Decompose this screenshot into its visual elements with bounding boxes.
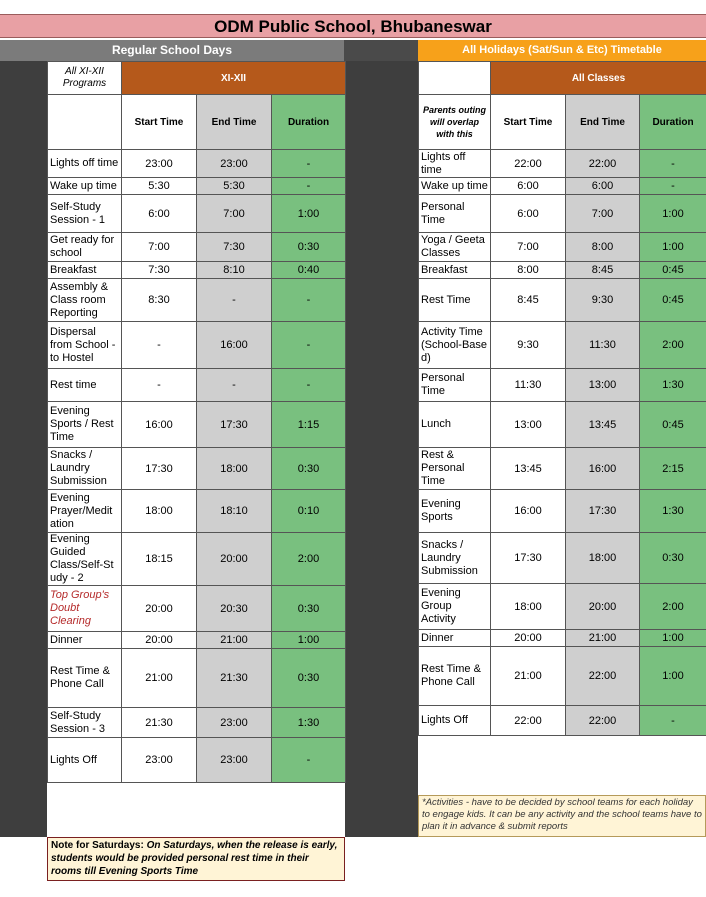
start-time-cell: 21:00 bbox=[122, 649, 197, 708]
start-time-cell: 18:15 bbox=[122, 533, 197, 586]
start-time-cell: 23:00 bbox=[122, 738, 197, 783]
activity-cell: Breakfast bbox=[48, 262, 122, 279]
regular-days-table bbox=[47, 61, 346, 783]
end-time-cell: 5:30 bbox=[197, 178, 272, 195]
end-time-cell: 17:30 bbox=[197, 402, 272, 448]
end-time-cell: 13:00 bbox=[566, 369, 640, 402]
duration-cell: - bbox=[272, 369, 346, 402]
activity-cell: Evening Guided Class/Self-St udy - 2 bbox=[48, 533, 122, 586]
activity-cell: Evening Prayer/Medit ation bbox=[48, 490, 122, 533]
activity-cell: Wake up time bbox=[419, 178, 491, 195]
header-divider bbox=[344, 40, 418, 61]
table-row bbox=[419, 279, 706, 322]
start-time-cell: 17:30 bbox=[122, 448, 197, 490]
activity-cell: Evening Group Activity bbox=[419, 584, 491, 630]
parents-outing-label: Parents outing will overlap with this bbox=[419, 95, 491, 150]
table-row bbox=[419, 322, 706, 369]
table-row bbox=[48, 322, 346, 369]
activity-cell: Personal Time bbox=[419, 369, 491, 402]
start-time-cell: 13:45 bbox=[491, 448, 566, 490]
start-time-cell: 20:00 bbox=[122, 586, 197, 632]
activity-cell: Lunch bbox=[419, 402, 491, 448]
table-row bbox=[48, 369, 346, 402]
duration-header: Duration bbox=[272, 95, 346, 150]
table-row bbox=[48, 195, 346, 233]
start-time-cell: 17:30 bbox=[491, 533, 566, 584]
duration-cell: 2:00 bbox=[640, 584, 706, 630]
activity-cell: Evening Sports bbox=[419, 490, 491, 533]
activity-cell: Rest time bbox=[48, 369, 122, 402]
table-row bbox=[419, 706, 706, 736]
table-row bbox=[419, 584, 706, 630]
start-time-cell: - bbox=[122, 369, 197, 402]
holidays-table bbox=[418, 61, 706, 736]
start-time-cell: 8:30 bbox=[122, 279, 197, 322]
table-row bbox=[419, 490, 706, 533]
end-time-cell: 17:30 bbox=[566, 490, 640, 533]
start-time-cell: 20:00 bbox=[491, 630, 566, 647]
start-time-cell: 7:00 bbox=[491, 233, 566, 262]
duration-cell: - bbox=[272, 738, 346, 783]
regular-days-header: Regular School Days bbox=[0, 40, 344, 61]
start-time-header: Start Time bbox=[491, 95, 566, 150]
duration-cell: 0:30 bbox=[272, 586, 346, 632]
end-time-cell: 6:00 bbox=[566, 178, 640, 195]
end-time-header: End Time bbox=[566, 95, 640, 150]
table-row bbox=[48, 402, 346, 448]
duration-cell: 0:45 bbox=[640, 279, 706, 322]
end-time-cell: 20:30 bbox=[197, 586, 272, 632]
end-time-cell: 18:10 bbox=[197, 490, 272, 533]
duration-cell: 2:00 bbox=[640, 322, 706, 369]
end-time-cell: 18:00 bbox=[197, 448, 272, 490]
end-time-cell: - bbox=[197, 279, 272, 322]
end-time-cell: 11:30 bbox=[566, 322, 640, 369]
end-time-cell: 9:30 bbox=[566, 279, 640, 322]
duration-cell: 1:15 bbox=[272, 402, 346, 448]
group-label: All Classes bbox=[491, 62, 706, 95]
end-time-cell: 16:00 bbox=[197, 322, 272, 369]
duration-cell: 1:00 bbox=[640, 233, 706, 262]
end-time-cell: 7:30 bbox=[197, 233, 272, 262]
duration-cell: 2:15 bbox=[640, 448, 706, 490]
activity-cell: Rest Time bbox=[419, 279, 491, 322]
duration-cell: 1:00 bbox=[272, 195, 346, 233]
duration-cell: 1:30 bbox=[272, 708, 346, 738]
start-time-cell: 6:00 bbox=[491, 178, 566, 195]
start-time-cell: 16:00 bbox=[122, 402, 197, 448]
activity-cell: Get ready for school bbox=[48, 233, 122, 262]
table-row bbox=[419, 448, 706, 490]
duration-cell: - bbox=[640, 178, 706, 195]
start-time-cell: 16:00 bbox=[491, 490, 566, 533]
duration-cell: 0:10 bbox=[272, 490, 346, 533]
activity-cell: Lights Off bbox=[48, 738, 122, 783]
duration-cell: 0:45 bbox=[640, 402, 706, 448]
start-time-cell: 8:45 bbox=[491, 279, 566, 322]
table-row bbox=[419, 533, 706, 584]
activity-cell: Self-Study Session - 3 bbox=[48, 708, 122, 738]
activity-cell: Rest & Personal Time bbox=[419, 448, 491, 490]
start-time-cell: 6:00 bbox=[491, 195, 566, 233]
end-time-cell: 21:00 bbox=[566, 630, 640, 647]
blank-corner-cell bbox=[419, 62, 491, 95]
end-time-cell: 22:00 bbox=[566, 150, 640, 178]
activities-note: *Activities - have to be decided by school teams for each holiday to engage kids. It can be any activity and the school teams have to plan it in advance & submit reports bbox=[418, 795, 706, 837]
activity-cell: Lights off time bbox=[48, 150, 122, 178]
note-text: On Saturdays, when the release is early, students would be provided personal rest time in their rooms till Evening Sports Time bbox=[51, 840, 338, 877]
end-time-cell: 20:00 bbox=[197, 533, 272, 586]
duration-cell: - bbox=[272, 178, 346, 195]
end-time-cell: 8:00 bbox=[566, 233, 640, 262]
activity-cell: Activity Time (School-Base d) bbox=[419, 322, 491, 369]
duration-cell: 1:30 bbox=[640, 490, 706, 533]
duration-cell: 0:30 bbox=[272, 448, 346, 490]
table-row bbox=[419, 178, 706, 195]
end-time-cell: 16:00 bbox=[566, 448, 640, 490]
table-row bbox=[419, 402, 706, 448]
duration-cell: - bbox=[640, 150, 706, 178]
start-time-cell: 11:30 bbox=[491, 369, 566, 402]
table-row bbox=[48, 448, 346, 490]
page-title: ODM Public School, Bhubaneswar bbox=[0, 14, 706, 38]
activity-cell: Wake up time bbox=[48, 178, 122, 195]
table-row bbox=[48, 150, 346, 178]
end-time-cell: 23:00 bbox=[197, 150, 272, 178]
activity-cell: Assembly & Class room Reporting bbox=[48, 279, 122, 322]
table-row bbox=[419, 630, 706, 647]
end-time-cell: 7:00 bbox=[197, 195, 272, 233]
end-time-cell: 22:00 bbox=[566, 706, 640, 736]
note-label: Note for Saturdays: bbox=[51, 840, 144, 851]
start-time-cell: 9:30 bbox=[491, 322, 566, 369]
start-time-cell: - bbox=[122, 322, 197, 369]
programs-corner-label: All XI-XII Programs bbox=[48, 62, 122, 95]
table-row bbox=[48, 632, 346, 649]
activity-cell: Evening Sports / Rest Time bbox=[48, 402, 122, 448]
holidays-header: All Holidays (Sat/Sun & Etc) Timetable bbox=[418, 40, 706, 61]
start-time-cell: 23:00 bbox=[122, 150, 197, 178]
start-time-cell: 18:00 bbox=[491, 584, 566, 630]
table-row bbox=[48, 178, 346, 195]
table-row bbox=[419, 195, 706, 233]
table-row bbox=[48, 279, 346, 322]
activity-cell: Dinner bbox=[48, 632, 122, 649]
table-row bbox=[48, 708, 346, 738]
end-time-cell: 13:45 bbox=[566, 402, 640, 448]
duration-cell: 1:30 bbox=[640, 369, 706, 402]
activity-cell: Top Group's Doubt Clearing bbox=[48, 586, 122, 632]
group-label: XI-XII bbox=[122, 62, 346, 95]
left-margin-band bbox=[0, 61, 47, 837]
end-time-cell: 7:00 bbox=[566, 195, 640, 233]
end-time-cell: 8:10 bbox=[197, 262, 272, 279]
start-time-cell: 8:00 bbox=[491, 262, 566, 279]
table-row bbox=[419, 369, 706, 402]
duration-cell: 2:00 bbox=[272, 533, 346, 586]
table-row bbox=[48, 262, 346, 279]
blank-header-cell bbox=[48, 95, 122, 150]
start-time-cell: 13:00 bbox=[491, 402, 566, 448]
end-time-cell: 21:00 bbox=[197, 632, 272, 649]
start-time-cell: 7:00 bbox=[122, 233, 197, 262]
duration-cell: 0:30 bbox=[272, 649, 346, 708]
table-row bbox=[48, 586, 346, 632]
activity-cell: Yoga / Geeta Classes bbox=[419, 233, 491, 262]
duration-header: Duration bbox=[640, 95, 706, 150]
end-time-cell: 18:00 bbox=[566, 533, 640, 584]
activity-cell: Snacks / Laundry Submission bbox=[48, 448, 122, 490]
duration-cell: 1:00 bbox=[640, 647, 706, 706]
start-time-cell: 21:00 bbox=[491, 647, 566, 706]
end-time-cell: 8:45 bbox=[566, 262, 640, 279]
end-time-cell: 23:00 bbox=[197, 708, 272, 738]
activity-cell: Dispersal from School - to Hostel bbox=[48, 322, 122, 369]
duration-cell: - bbox=[640, 706, 706, 736]
end-time-cell: 20:00 bbox=[566, 584, 640, 630]
start-time-cell: 5:30 bbox=[122, 178, 197, 195]
activity-cell: Lights Off bbox=[419, 706, 491, 736]
duration-cell: - bbox=[272, 322, 346, 369]
end-time-cell: 23:00 bbox=[197, 738, 272, 783]
end-time-cell: 21:30 bbox=[197, 649, 272, 708]
duration-cell: 0:45 bbox=[640, 262, 706, 279]
activity-cell: Rest Time & Phone Call bbox=[419, 647, 491, 706]
activity-cell: Self-Study Session - 1 bbox=[48, 195, 122, 233]
end-time-cell: - bbox=[197, 369, 272, 402]
start-time-cell: 22:00 bbox=[491, 150, 566, 178]
start-time-cell: 21:30 bbox=[122, 708, 197, 738]
activity-cell: Rest Time & Phone Call bbox=[48, 649, 122, 708]
start-time-cell: 7:30 bbox=[122, 262, 197, 279]
duration-cell: 0:30 bbox=[640, 533, 706, 584]
duration-cell: - bbox=[272, 150, 346, 178]
duration-cell: 0:30 bbox=[272, 233, 346, 262]
table-row bbox=[48, 490, 346, 533]
duration-cell: 0:40 bbox=[272, 262, 346, 279]
duration-cell: 1:00 bbox=[272, 632, 346, 649]
activity-cell: Breakfast bbox=[419, 262, 491, 279]
activity-cell: Lights off time bbox=[419, 150, 491, 178]
table-row bbox=[419, 262, 706, 279]
table-row bbox=[48, 233, 346, 262]
duration-cell: 1:00 bbox=[640, 630, 706, 647]
center-divider-band bbox=[345, 61, 418, 837]
end-time-cell: 22:00 bbox=[566, 647, 640, 706]
start-time-header: Start Time bbox=[122, 95, 197, 150]
table-row bbox=[419, 647, 706, 706]
start-time-cell: 22:00 bbox=[491, 706, 566, 736]
table-row bbox=[48, 533, 346, 586]
activity-cell: Snacks / Laundry Submission bbox=[419, 533, 491, 584]
saturday-note bbox=[47, 837, 345, 881]
table-row bbox=[48, 738, 346, 783]
table-row bbox=[419, 233, 706, 262]
activity-cell: Dinner bbox=[419, 630, 491, 647]
table-row bbox=[48, 649, 346, 708]
activity-cell: Personal Time bbox=[419, 195, 491, 233]
table-row bbox=[419, 150, 706, 178]
start-time-cell: 20:00 bbox=[122, 632, 197, 649]
duration-cell: - bbox=[272, 279, 346, 322]
start-time-cell: 18:00 bbox=[122, 490, 197, 533]
start-time-cell: 6:00 bbox=[122, 195, 197, 233]
duration-cell: 1:00 bbox=[640, 195, 706, 233]
end-time-header: End Time bbox=[197, 95, 272, 150]
